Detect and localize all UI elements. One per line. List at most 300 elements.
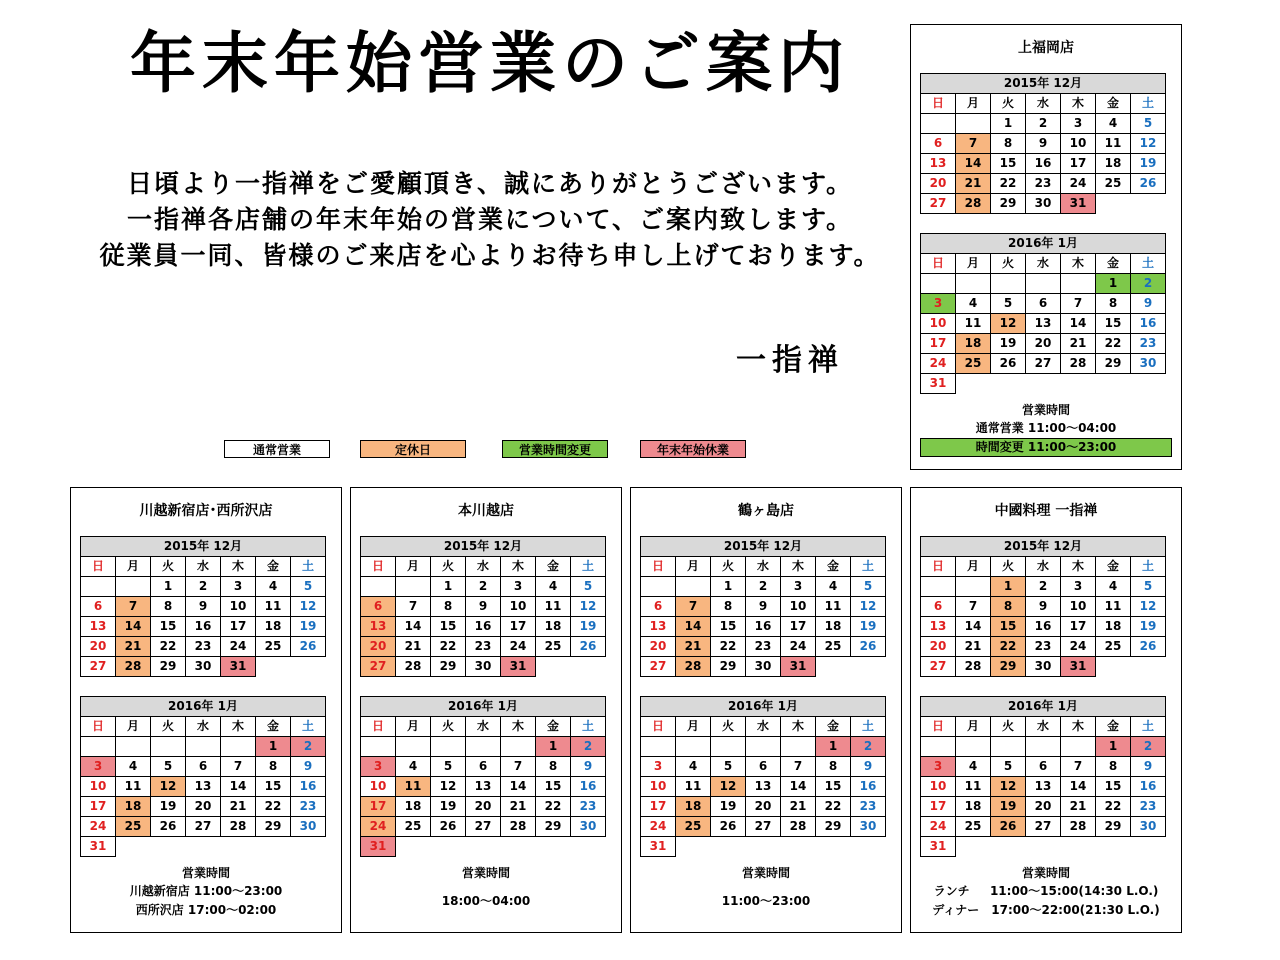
weekday-header: 水 xyxy=(1026,254,1061,274)
calendar-day: 11 xyxy=(1096,597,1131,617)
calendar-empty-cell xyxy=(431,737,466,757)
calendar-day: 28 xyxy=(501,817,536,837)
calendar-day: 12 xyxy=(711,777,746,797)
calendar-day: 13 xyxy=(1026,777,1061,797)
calendar-day: 28 xyxy=(956,657,991,677)
weekday-header: 日 xyxy=(921,94,956,114)
calendar-day: 4 xyxy=(396,757,431,777)
calendar-day: 10 xyxy=(921,314,956,334)
signature: 一指禅 xyxy=(736,343,844,378)
calendar-day: 2 xyxy=(466,577,501,597)
calendar-jan xyxy=(640,696,886,857)
calendar-day: 11 xyxy=(1096,134,1131,154)
calendar-empty-cell xyxy=(921,114,956,134)
calendar-day: 26 xyxy=(151,817,186,837)
calendar-day: 16 xyxy=(1131,314,1166,334)
calendar-day: 16 xyxy=(1026,154,1061,174)
calendar-day: 13 xyxy=(361,617,396,637)
calendar-day: 1 xyxy=(711,577,746,597)
calendar-day: 8 xyxy=(151,597,186,617)
calendar-day: 11 xyxy=(116,777,151,797)
calendar-day: 25 xyxy=(676,817,711,837)
calendar-day: 16 xyxy=(1131,777,1166,797)
calendar-day: 25 xyxy=(1096,174,1131,194)
calendar-day: 10 xyxy=(361,777,396,797)
calendar-empty-cell xyxy=(956,737,991,757)
calendar-empty-cell xyxy=(1061,274,1096,294)
calendar-day: 9 xyxy=(466,597,501,617)
calendar-day: 7 xyxy=(501,757,536,777)
weekday-header: 木 xyxy=(1061,717,1096,737)
calendar-day: 4 xyxy=(1096,577,1131,597)
calendar-jan xyxy=(80,696,326,857)
calendar-empty-cell xyxy=(676,737,711,757)
calendar-empty-cell xyxy=(1026,737,1061,757)
weekday-header: 木 xyxy=(221,717,256,737)
calendar-day: 20 xyxy=(1026,334,1061,354)
weekday-header: 月 xyxy=(396,557,431,577)
calendar-day: 21 xyxy=(781,797,816,817)
calendar-blank-cell xyxy=(676,837,711,857)
weekday-header: 水 xyxy=(466,717,501,737)
calendar-day: 24 xyxy=(781,637,816,657)
calendar-day: 5 xyxy=(571,577,606,597)
calendar-day: 22 xyxy=(1096,797,1131,817)
calendar-day: 9 xyxy=(1026,134,1061,154)
calendar-blank-cell xyxy=(991,837,1026,857)
calendar-day: 12 xyxy=(851,597,886,617)
calendar-month-title: 2016年 1月 xyxy=(921,234,1166,254)
calendar-day: 8 xyxy=(816,757,851,777)
calendar-day: 2 xyxy=(851,737,886,757)
business-hours xyxy=(631,864,901,911)
calendar-dec xyxy=(920,73,1166,214)
calendar-empty-cell xyxy=(956,577,991,597)
calendar-day: 15 xyxy=(151,617,186,637)
calendar-blank-cell xyxy=(256,837,291,857)
business-hours-line: 西所沢店 17:00～02:00 xyxy=(135,903,277,917)
calendar-day: 1 xyxy=(256,737,291,757)
calendar-jan xyxy=(360,696,606,857)
calendar-empty-cell xyxy=(221,737,256,757)
business-hours xyxy=(911,864,1181,920)
calendar-day: 7 xyxy=(956,597,991,617)
calendar-day: 12 xyxy=(431,777,466,797)
business-hours-line: 川越新宿店 11:00～23:00 xyxy=(129,884,283,898)
calendar-day: 27 xyxy=(921,194,956,214)
calendar-month-title: 2016年 1月 xyxy=(921,697,1166,717)
calendar-day: 6 xyxy=(361,597,396,617)
calendar-day: 24 xyxy=(81,817,116,837)
calendar-day: 22 xyxy=(816,797,851,817)
calendar-empty-cell xyxy=(151,737,186,757)
weekday-header: 火 xyxy=(711,557,746,577)
calendar-day: 23 xyxy=(1131,334,1166,354)
store-panel-chinese-restaurant xyxy=(910,487,1182,933)
weekday-header: 火 xyxy=(991,717,1026,737)
calendar-day: 14 xyxy=(781,777,816,797)
calendar-day: 4 xyxy=(256,577,291,597)
calendar-day: 21 xyxy=(956,637,991,657)
calendar-day: 18 xyxy=(1096,154,1131,174)
calendar-empty-cell xyxy=(116,737,151,757)
calendar-day: 13 xyxy=(641,617,676,637)
calendar-day: 7 xyxy=(221,757,256,777)
weekday-header: 月 xyxy=(116,717,151,737)
calendar-day: 8 xyxy=(256,757,291,777)
weekday-header: 月 xyxy=(956,557,991,577)
calendar-day: 24 xyxy=(1061,174,1096,194)
calendar-day: 18 xyxy=(676,797,711,817)
weekday-header: 土 xyxy=(851,557,886,577)
calendar-day: 31 xyxy=(921,374,956,394)
calendar-day: 17 xyxy=(81,797,116,817)
calendar-day: 6 xyxy=(1026,757,1061,777)
calendar-empty-cell xyxy=(676,577,711,597)
business-hours-line: 18:00～04:00 xyxy=(441,894,531,908)
calendar-day: 12 xyxy=(151,777,186,797)
calendar-day: 7 xyxy=(676,597,711,617)
calendar-day: 28 xyxy=(396,657,431,677)
calendar-empty-cell xyxy=(1061,737,1096,757)
calendar-day: 2 xyxy=(291,737,326,757)
calendar-day: 21 xyxy=(501,797,536,817)
calendar-day: 29 xyxy=(536,817,571,837)
calendar-blank-cell xyxy=(1096,194,1131,214)
calendar-day: 25 xyxy=(256,637,291,657)
legend-new-year-holiday: 年末年始休業 xyxy=(640,440,746,458)
weekday-header: 木 xyxy=(1061,94,1096,114)
weekday-header: 金 xyxy=(1096,254,1131,274)
weekday-header: 水 xyxy=(1026,94,1061,114)
calendar-blank-cell xyxy=(536,837,571,857)
calendar-day: 1 xyxy=(151,577,186,597)
calendar-day: 27 xyxy=(466,817,501,837)
calendar-empty-cell xyxy=(991,737,1026,757)
calendar-blank-cell xyxy=(1131,374,1166,394)
store-name: 中國料理 一指禅 xyxy=(994,503,1098,519)
calendar-day: 11 xyxy=(536,597,571,617)
calendar-day: 13 xyxy=(1026,314,1061,334)
calendar-blank-cell xyxy=(781,837,816,857)
calendar-day: 16 xyxy=(186,617,221,637)
calendar-blank-cell xyxy=(816,657,851,677)
calendar-day: 21 xyxy=(1061,797,1096,817)
calendar-day: 8 xyxy=(991,597,1026,617)
legend-normal: 通常営業 xyxy=(224,440,330,458)
weekday-header: 日 xyxy=(361,717,396,737)
calendar-blank-cell xyxy=(186,837,221,857)
weekday-header: 金 xyxy=(256,717,291,737)
calendar-day: 23 xyxy=(746,637,781,657)
calendar-day: 5 xyxy=(711,757,746,777)
calendar-day: 16 xyxy=(746,617,781,637)
calendar-day: 30 xyxy=(1131,354,1166,374)
calendar-day: 30 xyxy=(1026,657,1061,677)
calendar-day: 16 xyxy=(1026,617,1061,637)
calendar-day: 27 xyxy=(921,657,956,677)
calendar-day: 8 xyxy=(991,134,1026,154)
calendar-day: 1 xyxy=(536,737,571,757)
business-hours-line: ディナー 17:00～22:00(21:30 L.O.) xyxy=(932,903,1160,917)
calendar-day: 17 xyxy=(221,617,256,637)
calendar-day: 27 xyxy=(361,657,396,677)
calendar-empty-cell xyxy=(1026,274,1061,294)
calendar-day: 23 xyxy=(466,637,501,657)
business-hours xyxy=(911,401,1181,457)
calendar-day: 18 xyxy=(396,797,431,817)
calendar-day: 29 xyxy=(991,657,1026,677)
calendar-day: 5 xyxy=(1131,577,1166,597)
store-panel-tsurugashima xyxy=(630,487,902,933)
calendar-blank-cell xyxy=(536,657,571,677)
calendar-day: 5 xyxy=(851,577,886,597)
calendar-day: 10 xyxy=(921,777,956,797)
calendar-day: 12 xyxy=(1131,134,1166,154)
weekday-header: 金 xyxy=(536,717,571,737)
calendar-blank-cell xyxy=(396,837,431,857)
calendar-day: 16 xyxy=(571,777,606,797)
calendar-day: 15 xyxy=(991,154,1026,174)
calendar-day: 3 xyxy=(1061,577,1096,597)
weekday-header: 日 xyxy=(361,557,396,577)
calendar-day: 13 xyxy=(921,617,956,637)
calendar-day: 25 xyxy=(956,354,991,374)
calendar-day: 20 xyxy=(921,637,956,657)
calendar-day: 6 xyxy=(1026,294,1061,314)
calendar-day: 1 xyxy=(1096,737,1131,757)
calendar-day: 28 xyxy=(676,657,711,677)
calendar-day: 22 xyxy=(151,637,186,657)
calendar-day: 19 xyxy=(711,797,746,817)
calendar-day: 28 xyxy=(781,817,816,837)
calendar-day: 31 xyxy=(781,657,816,677)
calendar-blank-cell xyxy=(1096,837,1131,857)
store-panel-kawagoe-shinjuku-nishitokorozawa xyxy=(70,487,342,933)
calendar-blank-cell xyxy=(851,837,886,857)
calendar-day: 7 xyxy=(116,597,151,617)
calendar-empty-cell xyxy=(396,577,431,597)
weekday-header: 水 xyxy=(1026,557,1061,577)
calendar-blank-cell xyxy=(256,657,291,677)
calendar-day: 5 xyxy=(991,294,1026,314)
calendar-month-title: 2015年 12月 xyxy=(361,537,606,557)
calendar-jan xyxy=(920,233,1166,394)
calendar-day: 30 xyxy=(1026,194,1061,214)
calendar-day: 26 xyxy=(1131,174,1166,194)
calendar-day: 6 xyxy=(746,757,781,777)
calendar-day: 18 xyxy=(1096,617,1131,637)
weekday-header: 日 xyxy=(641,717,676,737)
weekday-header: 木 xyxy=(781,717,816,737)
calendar-day: 3 xyxy=(361,757,396,777)
weekday-header: 木 xyxy=(501,557,536,577)
calendar-day: 29 xyxy=(1096,817,1131,837)
calendar-empty-cell xyxy=(921,737,956,757)
calendar-day: 9 xyxy=(291,757,326,777)
weekday-header: 土 xyxy=(291,557,326,577)
weekday-header: 木 xyxy=(501,717,536,737)
store-name: 本川越店 xyxy=(458,503,514,519)
calendar-day: 7 xyxy=(1061,757,1096,777)
calendar-day: 19 xyxy=(851,617,886,637)
calendar-day: 15 xyxy=(256,777,291,797)
calendar-day: 24 xyxy=(641,817,676,837)
calendar-day: 18 xyxy=(256,617,291,637)
calendar-blank-cell xyxy=(746,837,781,857)
calendar-day: 27 xyxy=(1026,354,1061,374)
calendar-day: 6 xyxy=(81,597,116,617)
calendar-day: 10 xyxy=(81,777,116,797)
calendar-day: 9 xyxy=(746,597,781,617)
calendar-day: 22 xyxy=(991,174,1026,194)
calendar-day: 30 xyxy=(1131,817,1166,837)
calendar-day: 7 xyxy=(956,134,991,154)
calendar-blank-cell xyxy=(851,657,886,677)
weekday-header: 火 xyxy=(151,717,186,737)
calendar-day: 10 xyxy=(221,597,256,617)
calendar-empty-cell xyxy=(991,274,1026,294)
calendar-day: 14 xyxy=(956,617,991,637)
calendar-day: 11 xyxy=(956,777,991,797)
business-hours-title: 営業時間 xyxy=(1021,866,1070,880)
calendar-day: 31 xyxy=(361,837,396,857)
calendar-day: 10 xyxy=(501,597,536,617)
calendar-blank-cell xyxy=(956,374,991,394)
calendar-blank-cell xyxy=(291,837,326,857)
calendar-day: 19 xyxy=(991,797,1026,817)
legend-hours-changed: 営業時間変更 xyxy=(502,440,608,458)
calendar-day: 2 xyxy=(1026,114,1061,134)
weekday-header: 月 xyxy=(676,557,711,577)
calendar-blank-cell xyxy=(571,837,606,857)
calendar-day: 20 xyxy=(921,174,956,194)
calendar-day: 22 xyxy=(536,797,571,817)
calendar-empty-cell xyxy=(746,737,781,757)
calendar-day: 17 xyxy=(1061,154,1096,174)
calendar-empty-cell xyxy=(641,737,676,757)
calendar-day: 14 xyxy=(956,154,991,174)
weekday-header: 水 xyxy=(746,717,781,737)
calendar-day: 15 xyxy=(1096,777,1131,797)
business-hours-spacer xyxy=(351,882,621,892)
calendar-day: 8 xyxy=(1096,757,1131,777)
weekday-header: 木 xyxy=(1061,557,1096,577)
calendar-jan xyxy=(920,696,1166,857)
calendar-day: 4 xyxy=(1096,114,1131,134)
calendar-day: 19 xyxy=(1131,617,1166,637)
weekday-header: 月 xyxy=(396,717,431,737)
store-name: 川越新宿店･西所沢店 xyxy=(139,503,273,519)
calendar-dec xyxy=(920,536,1166,677)
weekday-header: 火 xyxy=(991,94,1026,114)
calendar-day: 3 xyxy=(1061,114,1096,134)
calendar-day: 24 xyxy=(921,817,956,837)
greeting-line-1: 日頃より一指禅をご愛顧頂き、誠にありがとうございます。 xyxy=(126,169,853,198)
calendar-day: 17 xyxy=(1061,617,1096,637)
calendar-day: 17 xyxy=(921,334,956,354)
calendar-day: 24 xyxy=(501,637,536,657)
calendar-empty-cell xyxy=(81,737,116,757)
calendar-day: 28 xyxy=(1061,354,1096,374)
calendar-empty-cell xyxy=(956,114,991,134)
weekday-header: 日 xyxy=(81,557,116,577)
store-name: 鶴ヶ島店 xyxy=(738,503,794,519)
business-hours xyxy=(71,864,341,920)
weekday-header: 月 xyxy=(956,94,991,114)
calendar-empty-cell xyxy=(781,737,816,757)
calendar-day: 31 xyxy=(1061,657,1096,677)
weekday-header: 木 xyxy=(1061,254,1096,274)
calendar-day: 30 xyxy=(466,657,501,677)
store-name: 上福岡店 xyxy=(1018,40,1074,56)
calendar-day: 5 xyxy=(291,577,326,597)
calendar-blank-cell xyxy=(991,374,1026,394)
calendar-day: 9 xyxy=(1131,757,1166,777)
calendar-day: 25 xyxy=(396,817,431,837)
weekday-header: 日 xyxy=(641,557,676,577)
weekday-header: 金 xyxy=(816,557,851,577)
calendar-dec xyxy=(360,536,606,677)
weekday-header: 日 xyxy=(921,717,956,737)
calendar-day: 6 xyxy=(921,597,956,617)
calendar-blank-cell xyxy=(1131,837,1166,857)
calendar-day: 18 xyxy=(816,617,851,637)
calendar-empty-cell xyxy=(501,737,536,757)
calendar-blank-cell xyxy=(116,837,151,857)
calendar-day: 8 xyxy=(431,597,466,617)
calendar-day: 11 xyxy=(816,597,851,617)
calendar-day: 15 xyxy=(711,617,746,637)
calendar-blank-cell xyxy=(501,837,536,857)
calendar-day: 30 xyxy=(851,817,886,837)
weekday-header: 水 xyxy=(186,557,221,577)
calendar-day: 26 xyxy=(991,354,1026,374)
calendar-day: 4 xyxy=(816,577,851,597)
calendar-empty-cell xyxy=(116,577,151,597)
weekday-header: 土 xyxy=(571,717,606,737)
business-hours-line: 11:00～23:00 xyxy=(721,894,811,908)
calendar-day: 22 xyxy=(711,637,746,657)
calendar-day: 4 xyxy=(956,757,991,777)
calendar-day: 24 xyxy=(221,637,256,657)
weekday-header: 日 xyxy=(921,557,956,577)
calendar-day: 1 xyxy=(991,114,1026,134)
calendar-empty-cell xyxy=(921,274,956,294)
calendar-day: 31 xyxy=(501,657,536,677)
calendar-month-title: 2015年 12月 xyxy=(641,537,886,557)
calendar-day: 13 xyxy=(81,617,116,637)
weekday-header: 火 xyxy=(151,557,186,577)
business-hours-title: 営業時間 xyxy=(181,866,230,880)
calendar-day: 4 xyxy=(676,757,711,777)
calendar-day: 14 xyxy=(116,617,151,637)
calendar-day: 8 xyxy=(536,757,571,777)
calendar-day: 11 xyxy=(956,314,991,334)
calendar-day: 9 xyxy=(851,757,886,777)
calendar-blank-cell xyxy=(466,837,501,857)
legend xyxy=(224,440,784,460)
calendar-day: 23 xyxy=(1131,797,1166,817)
calendar-empty-cell xyxy=(81,577,116,597)
calendar-blank-cell xyxy=(1061,374,1096,394)
calendar-day: 15 xyxy=(991,617,1026,637)
calendar-day: 16 xyxy=(851,777,886,797)
calendar-day: 9 xyxy=(186,597,221,617)
business-hours-line: 通常営業 11:00～04:00 xyxy=(975,421,1117,435)
calendar-day: 23 xyxy=(186,637,221,657)
weekday-header: 火 xyxy=(431,557,466,577)
